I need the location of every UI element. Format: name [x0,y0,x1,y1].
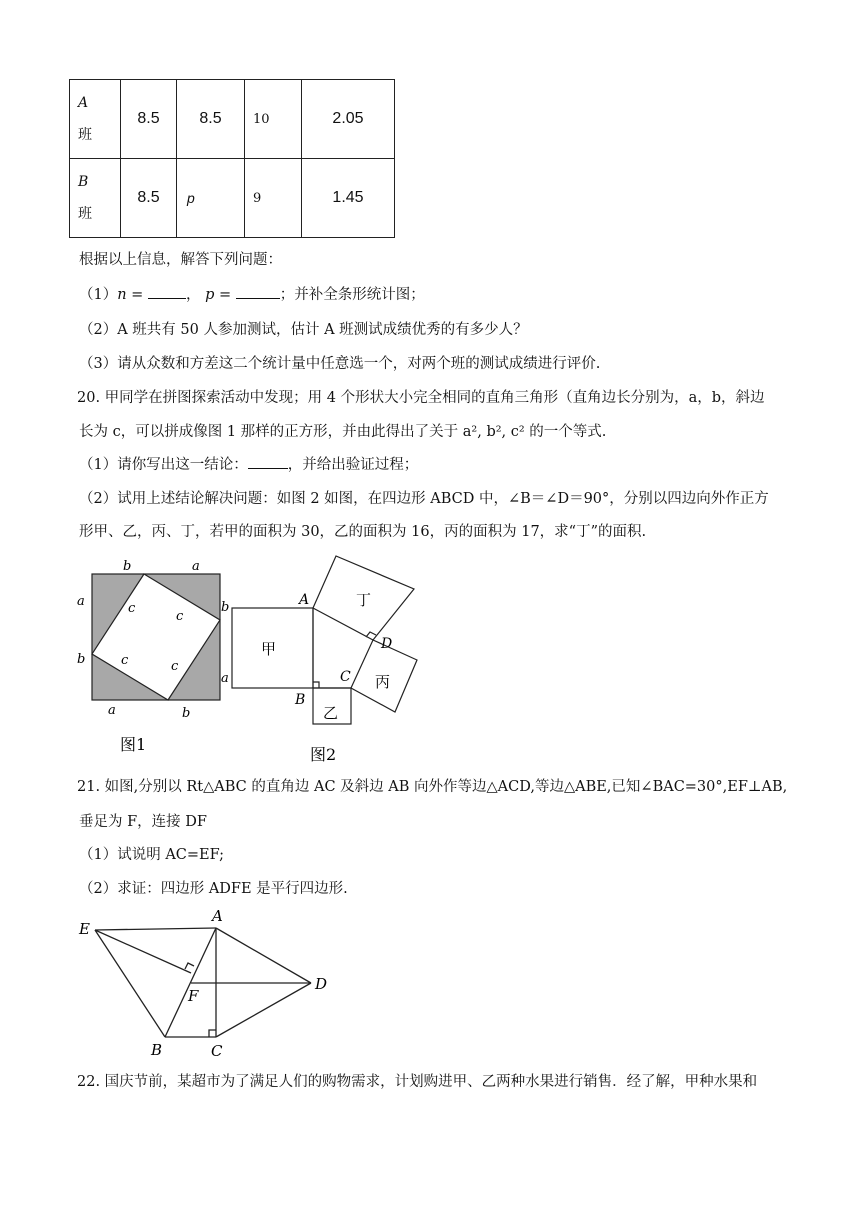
label-C: C [211,1042,223,1060]
q20-part2-line2: 形甲、乙，丙、丁，若甲的面积为 30，乙的面积为 16，丙的面积为 17，求“丁”的面积. [79,524,647,540]
label-c: c [171,659,179,674]
q19-part3: （3）请从众数和方差这二个统计量中任意选一个，对两个班的测试成绩进行评价. [79,356,601,372]
class-cell: B 班 [70,159,121,238]
right-angle-d [366,632,376,637]
label-C: C [340,669,351,685]
table-cell: 1.45 [302,159,395,238]
label-yi: 乙 [323,704,339,722]
table-cell: p [177,159,245,238]
score-stats-table [69,79,395,238]
q19-intro: 根据以上信息，解答下列问题： [79,252,282,268]
answer-blank[interactable] [248,455,288,469]
label-bot-a: a [108,703,116,718]
q21-line2: 垂足为 F，连接 DF [79,814,207,830]
label-c: c [176,609,184,624]
table-row [70,80,395,159]
label-c: c [128,601,136,616]
label-top-b: b [123,559,132,574]
label-E: E [79,920,90,938]
label-F: F [188,987,199,1005]
table-cell: 10 [245,80,302,159]
q21-line1: 21. 如图,分别以 Rt△ABC 的直角边 AC 及斜边 AB 向外作等边△ACD,等边△ABE,已知∠BAC=30°,EF⊥AB, [77,779,788,795]
q21-part2: （2）求证：四边形 ADFE 是平行四边形. [79,881,348,897]
label-c: c [121,653,129,668]
figure-2-caption: 图2 [310,745,337,764]
segment-ad [216,928,311,983]
label-ding: 丁 [356,591,372,609]
right-angle-b [313,682,319,688]
label-D: D [381,636,393,652]
q19-part2: （2）A 班共有 50 人参加测试，估计 A 班测试成绩优秀的有多少人？ [79,322,528,338]
table-cell: 2.05 [302,80,395,159]
figure-1-caption: 图1 [120,735,147,754]
table-cell: 8.5 [121,159,177,238]
label-D: D [315,975,328,993]
table-cell: 9 [245,159,302,238]
label-bing: 丙 [375,673,391,691]
class-cell: A 班 [70,80,121,159]
label-B: B [295,692,306,708]
answer-blank[interactable] [148,285,186,299]
label-b: b [221,600,230,615]
segment-cd [216,983,311,1037]
label-left-a: a [77,594,85,609]
segment-ea [95,928,216,930]
q20-line1: 20. 甲同学在拼图探索活动中发现；用 4 个形状大小完全相同的直角三角形（直角边长分别为，a，b，斜边 [77,390,765,406]
figure-2 [215,548,420,766]
q20-part2-line1: （2）试用上述结论解决问题：如图 2 如图，在四边形 ABCD 中，∠B＝∠D＝90°，分别以四边向外作正方 [79,491,769,507]
q20-line2: 长为 c，可以拼成像图 1 那样的正方形，并由此得出了关于 a², b², c² 的一个等式. [79,424,607,440]
label-top-a: a [192,559,200,574]
label-a: a [221,671,229,686]
label-jia: 甲 [261,640,277,658]
label-A: A [299,592,310,608]
table-cell: 8.5 [177,80,245,159]
right-angle-f [185,963,194,969]
table-cell: 8.5 [121,80,177,159]
label-bot-b: b [182,706,191,721]
right-angle-c [209,1030,216,1037]
figure-q21 [75,903,335,1063]
answer-blank[interactable] [236,285,280,299]
q19-part1: （1）n = ， p = ；并补全条形统计图； [79,287,425,303]
label-B: B [151,1041,163,1059]
q20-part1: （1）请你写出这一结论： ，并给出验证过程； [79,457,419,473]
q22-line1: 22. 国庆节前，某超市为了满足人们的购物需求，计划购进甲、乙两种水果进行销售．经了解，甲种水果和 [77,1074,758,1090]
q21-part1: （1）试说明 AC=EF; [79,847,225,863]
label-A: A [212,907,223,925]
label-left-b: b [77,652,86,667]
table-row [70,159,395,238]
